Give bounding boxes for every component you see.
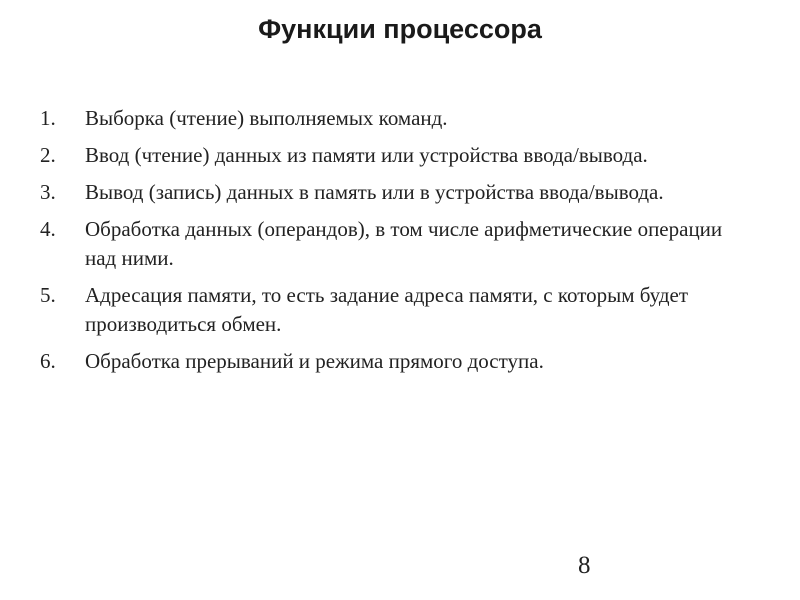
list-item-number: 2. [40,143,56,167]
list-item-text: Обработка данных (операндов), в том числе арифметические операции над ними. [85,217,723,270]
list-item-number: 4. [40,217,56,241]
functions-list [40,104,740,384]
list-item-number: 5. [40,283,56,307]
slide-title: Функции процессора [258,14,542,44]
list-item [40,141,740,170]
list-item-text: Обработка прерываний и режима прямого доступа. [85,349,544,373]
list-item-text: Вывод (запись) данных в память или в устройства ввода/вывода. [85,180,664,204]
list-item [40,281,740,339]
list-item [40,104,740,133]
list-item-text: Адресация памяти, то есть задание адреса памяти, с которым будет производиться обмен. [85,283,689,336]
list-item [40,215,740,273]
list-item-text: Ввод (чтение) данных из памяти или устройства ввода/вывода. [85,143,648,167]
list-item [40,178,740,207]
list-item-text: Выборка (чтение) выполняемых команд. [85,106,448,130]
page-number: 8 [578,552,591,579]
list-item-number: 1. [40,106,56,130]
list-item-number: 6. [40,349,56,373]
list-item-number: 3. [40,180,56,204]
list-item [40,347,740,376]
